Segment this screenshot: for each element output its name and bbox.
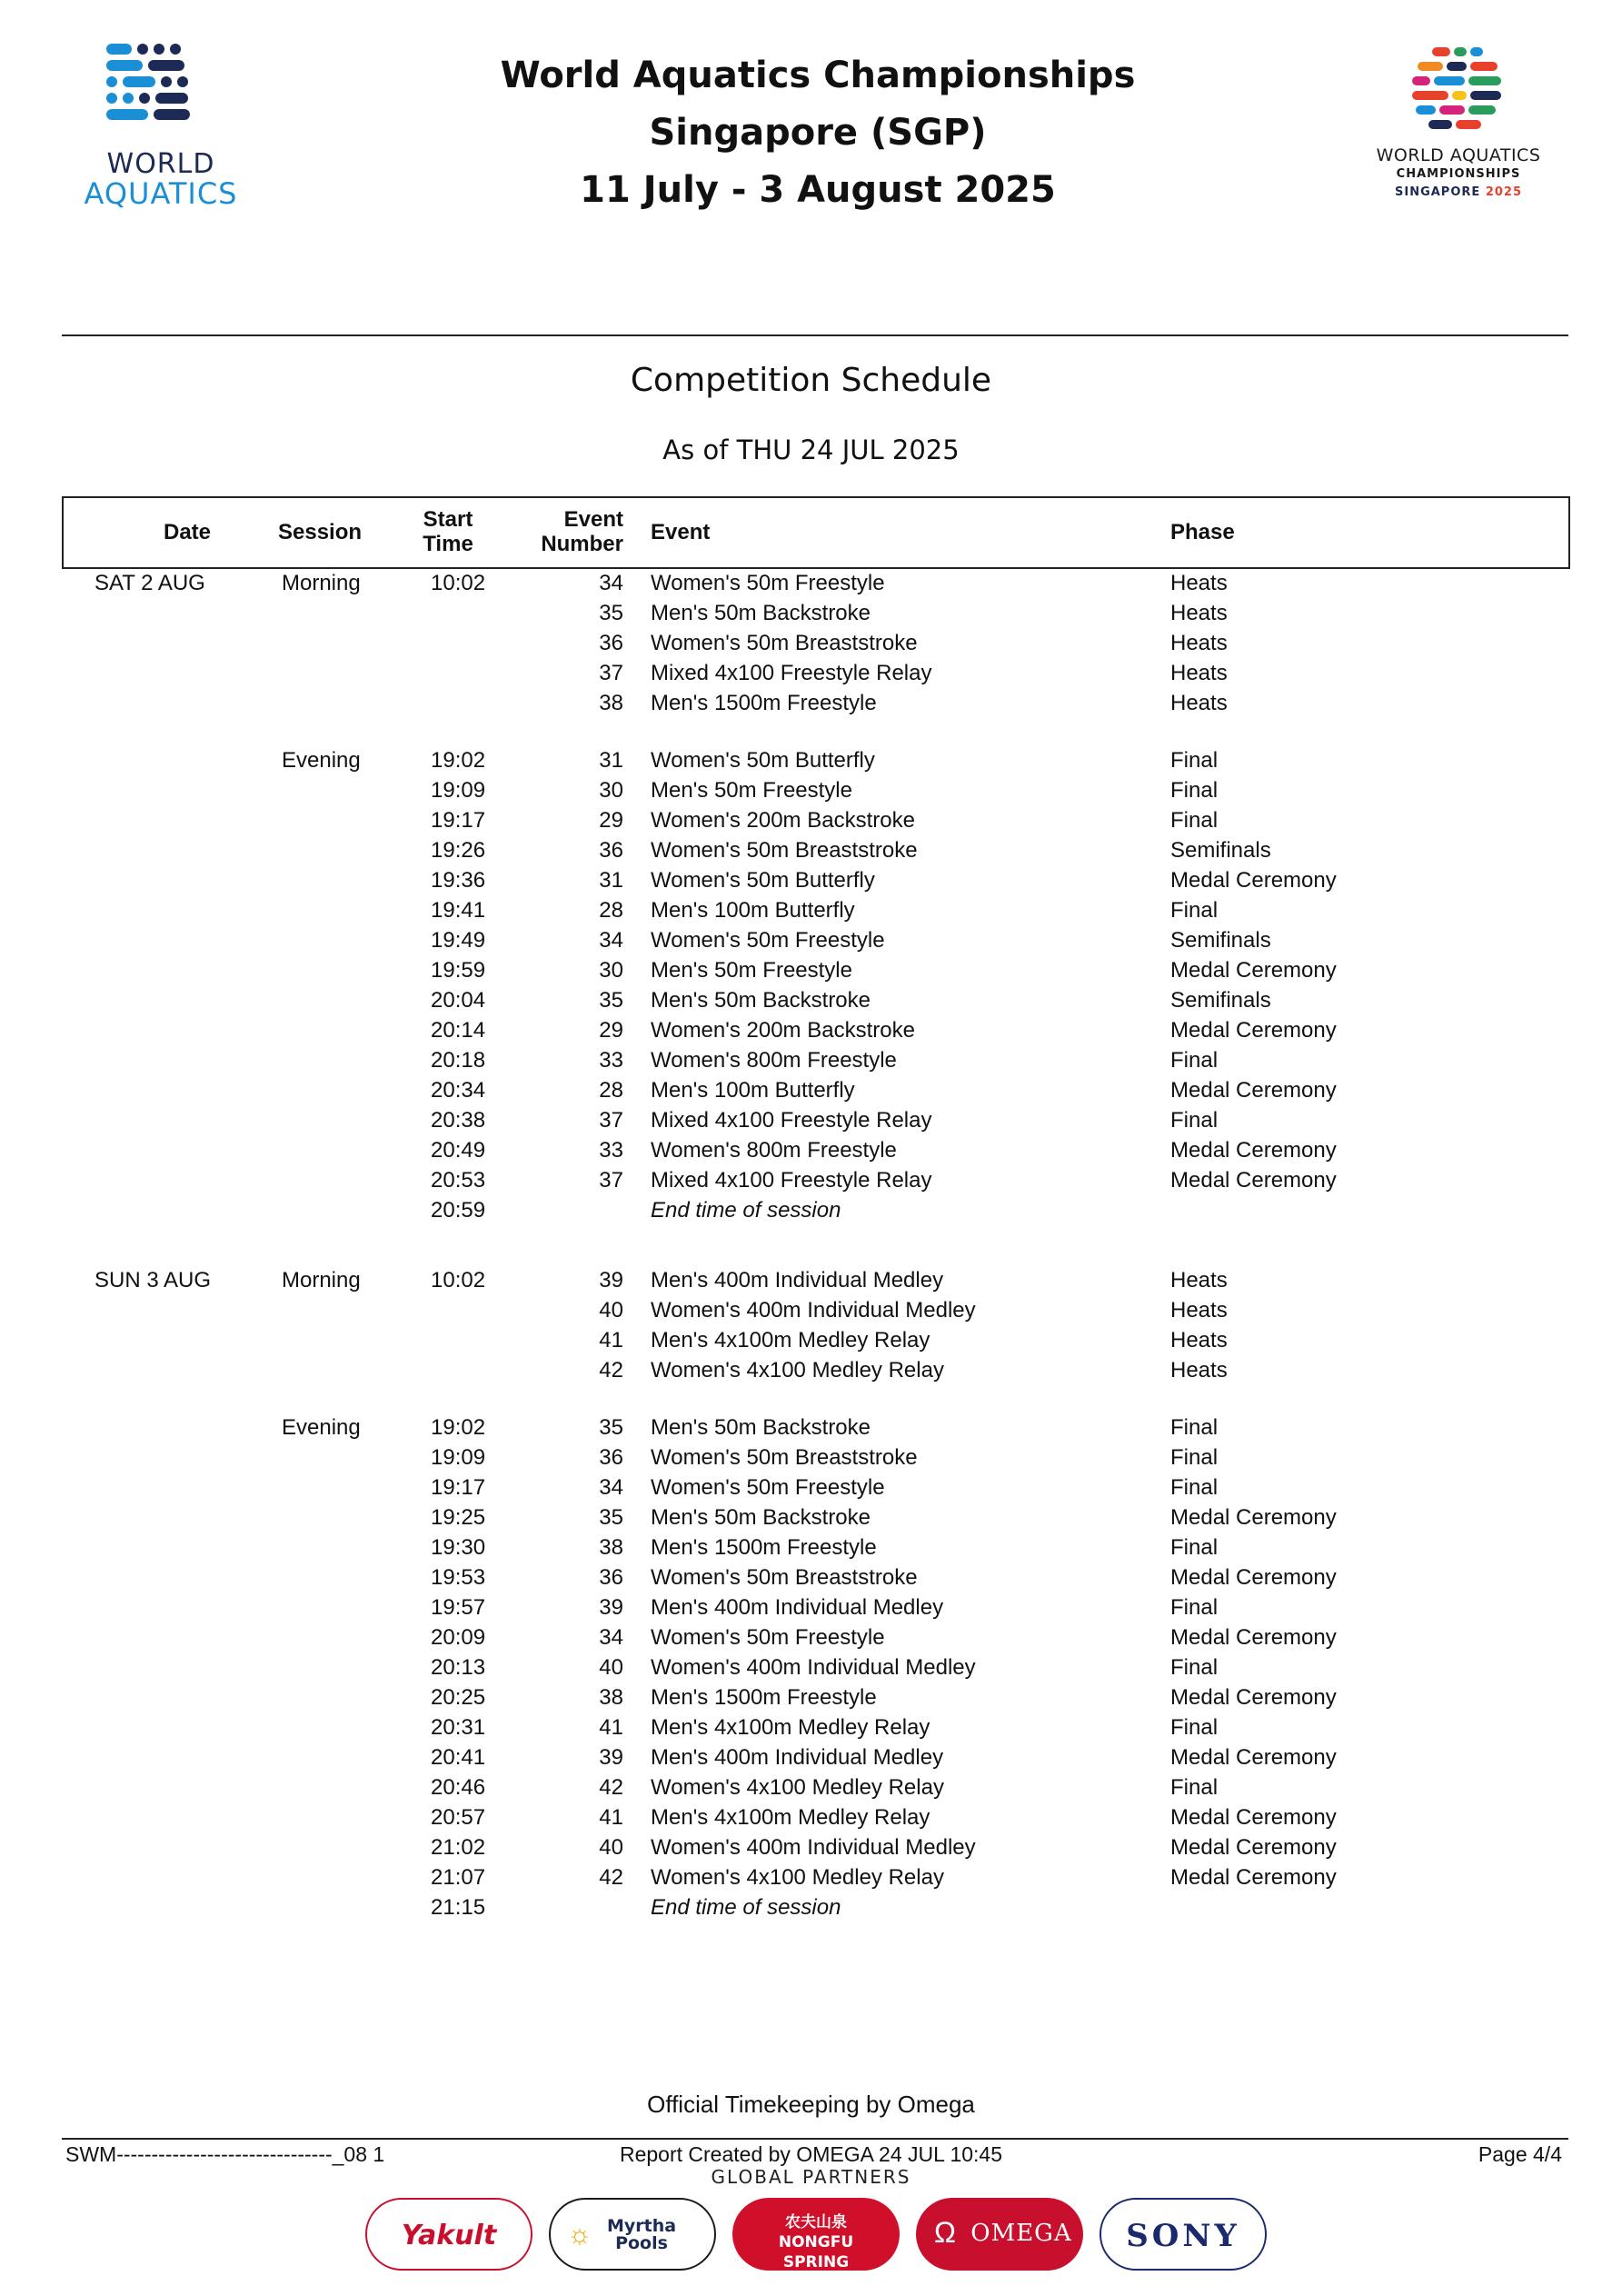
row-event: Men's 50m Backstroke (651, 601, 871, 625)
partner-logo-myrtha (549, 2198, 716, 2271)
row-phase: Heats (1170, 661, 1228, 685)
row-start-time: 19:17 (431, 1475, 486, 1500)
row-event: Women's 50m Breaststroke (651, 1445, 918, 1470)
row-event-number: 34 (599, 571, 623, 595)
row-phase: Heats (1170, 601, 1228, 625)
row-start-time: 19:02 (431, 1415, 486, 1440)
row-start-time: 20:59 (431, 1198, 486, 1223)
row-phase: Final (1170, 1655, 1219, 1680)
row-start-time: 20:09 (431, 1625, 486, 1650)
row-event: Men's 1500m Freestyle (651, 1535, 877, 1560)
row-start-time: 20:53 (431, 1168, 486, 1193)
row-event: Women's 400m Individual Medley (651, 1298, 976, 1323)
row-event-number: 33 (599, 1048, 623, 1073)
row-phase: Medal Ceremony (1170, 1685, 1337, 1710)
col-header-start-time-line1: Start (423, 507, 473, 532)
row-start-time: 20:25 (431, 1685, 486, 1710)
row-event: Men's 1500m Freestyle (651, 1685, 877, 1710)
row-event-number: 42 (599, 1358, 623, 1383)
row-start-time: 19:09 (431, 1445, 486, 1470)
row-event-number: 40 (599, 1835, 623, 1860)
row-event: Men's 400m Individual Medley (651, 1595, 944, 1620)
row-phase: Heats (1170, 1358, 1228, 1383)
row-event: End time of session (651, 1198, 841, 1223)
row-phase: Heats (1170, 1328, 1228, 1353)
row-phase: Medal Ceremony (1170, 868, 1337, 893)
row-phase: Final (1170, 1108, 1219, 1133)
row-event: Men's 4x100m Medley Relay (651, 1805, 930, 1830)
row-phase: Medal Ceremony (1170, 1168, 1337, 1193)
row-event-number: 41 (599, 1328, 623, 1353)
row-event-number: 40 (599, 1655, 623, 1680)
row-phase: Heats (1170, 1298, 1228, 1323)
row-phase: Final (1170, 1445, 1219, 1470)
row-phase: Final (1170, 1415, 1219, 1440)
col-header-event-number-line1: Event (563, 507, 623, 532)
row-event: Women's 800m Freestyle (651, 1048, 897, 1073)
row-phase: Medal Ceremony (1170, 958, 1337, 983)
row-event: Men's 50m Backstroke (651, 1505, 871, 1530)
row-event-number: 35 (599, 601, 623, 625)
row-phase: Final (1170, 748, 1219, 773)
row-phase: Final (1170, 1048, 1219, 1073)
row-start-time: 20:34 (431, 1078, 486, 1103)
row-phase: Heats (1170, 1268, 1228, 1293)
row-start-time: 21:07 (431, 1865, 486, 1890)
partners-heading: GLOBAL PARTNERS (711, 2166, 911, 2188)
row-phase: Heats (1170, 571, 1228, 595)
row-event-number: 38 (599, 1535, 623, 1560)
row-phase: Medal Ceremony (1170, 1565, 1337, 1590)
row-event: Men's 4x100m Medley Relay (651, 1715, 930, 1740)
row-phase: Final (1170, 778, 1219, 803)
row-event: Men's 1500m Freestyle (651, 691, 877, 715)
row-event-number: 34 (599, 928, 623, 953)
row-event-number: 39 (599, 1268, 623, 1293)
row-session: Morning (282, 1268, 361, 1293)
row-event-number: 36 (599, 1445, 623, 1470)
sun-icon: ☼ (567, 2220, 592, 2250)
row-event-number: 39 (599, 1745, 623, 1770)
partner-omega-label: OMEGA (970, 2220, 1072, 2247)
title-line-1: World Aquatics Championships (500, 55, 1136, 96)
row-event: Women's 200m Backstroke (651, 1018, 915, 1043)
row-event: Women's 400m Individual Medley (651, 1835, 976, 1860)
row-start-time: 20:14 (431, 1018, 486, 1043)
row-start-time: 19:26 (431, 838, 486, 863)
row-event: Mixed 4x100 Freestyle Relay (651, 661, 932, 685)
row-phase: Medal Ceremony (1170, 1138, 1337, 1163)
row-phase: Final (1170, 808, 1219, 833)
row-event: Women's 4x100 Medley Relay (651, 1865, 944, 1890)
timekeeping-credit: Official Timekeeping by Omega (647, 2091, 975, 2118)
row-event: Women's 50m Freestyle (651, 1475, 885, 1500)
row-event: Men's 50m Backstroke (651, 988, 871, 1013)
title-line-3: 11 July - 3 August 2025 (580, 169, 1056, 211)
row-event-number: 28 (599, 898, 623, 923)
row-phase: Medal Ceremony (1170, 1078, 1337, 1103)
as-of-date: As of THU 24 JUL 2025 (662, 434, 960, 465)
row-event-number: 35 (599, 988, 623, 1013)
row-event-number: 40 (599, 1298, 623, 1323)
row-event-number: 39 (599, 1595, 623, 1620)
partner-logo-omega (916, 2198, 1083, 2271)
row-phase: Final (1170, 898, 1219, 923)
row-phase: Semifinals (1170, 838, 1271, 863)
row-phase: Semifinals (1170, 988, 1271, 1013)
row-start-time: 19:30 (431, 1535, 486, 1560)
row-start-time: 19:53 (431, 1565, 486, 1590)
row-start-time: 21:15 (431, 1895, 486, 1920)
row-event: Men's 100m Butterfly (651, 898, 855, 923)
row-event-number: 33 (599, 1138, 623, 1163)
row-phase: Final (1170, 1475, 1219, 1500)
page-number: Page 4/4 (1478, 2142, 1562, 2166)
document-code: SWM-------------------------------_08 1 (65, 2142, 385, 2166)
row-phase: Final (1170, 1595, 1219, 1620)
row-event: Men's 400m Individual Medley (651, 1268, 944, 1293)
row-event: Women's 4x100 Medley Relay (651, 1358, 944, 1383)
row-phase: Semifinals (1170, 928, 1271, 953)
report-title: Competition Schedule (630, 362, 992, 399)
row-event-number: 37 (599, 1108, 623, 1133)
row-event-number: 30 (599, 958, 623, 983)
omega-icon: Ω (934, 2216, 956, 2249)
row-start-time: 20:31 (431, 1715, 486, 1740)
row-event: Women's 4x100 Medley Relay (651, 1775, 944, 1800)
footer-divider (62, 2138, 1568, 2140)
row-start-time: 10:02 (431, 571, 486, 595)
row-start-time: 21:02 (431, 1835, 486, 1860)
col-header-date: Date (164, 520, 212, 544)
row-event: Women's 50m Freestyle (651, 928, 885, 953)
row-event: Women's 50m Butterfly (651, 748, 875, 773)
row-phase: Medal Ceremony (1170, 1625, 1337, 1650)
event-logo-line2: CHAMPIONSHIPS (1396, 167, 1521, 181)
row-session: Evening (282, 1415, 361, 1440)
row-event: Women's 50m Freestyle (651, 1625, 885, 1650)
row-event-number: 30 (599, 778, 623, 803)
row-start-time: 20:18 (431, 1048, 486, 1073)
row-start-time: 10:02 (431, 1268, 486, 1293)
row-start-time: 20:46 (431, 1775, 486, 1800)
row-phase: Medal Ceremony (1170, 1505, 1337, 1530)
report-created: Report Created by OMEGA 24 JUL 10:45 (619, 2142, 1003, 2166)
row-phase: Final (1170, 1775, 1219, 1800)
row-start-time: 19:59 (431, 958, 486, 983)
row-event-number: 28 (599, 1078, 623, 1103)
row-start-time: 20:41 (431, 1745, 486, 1770)
row-event-number: 42 (599, 1775, 623, 1800)
row-event-number: 31 (599, 868, 623, 893)
row-event-number: 29 (599, 808, 623, 833)
partner-sony-label: SONY (1126, 2218, 1240, 2254)
partner-logo-nongfu-spring (732, 2198, 900, 2271)
row-start-time: 19:41 (431, 898, 486, 923)
partner-nongfu-label: 农夫山泉 NONGFU SPRING (778, 2213, 854, 2271)
row-start-time: 20:57 (431, 1805, 486, 1830)
row-event: Mixed 4x100 Freestyle Relay (651, 1168, 932, 1193)
col-header-event: Event (651, 520, 711, 544)
row-event: Men's 50m Freestyle (651, 778, 852, 803)
partner-logo-yakult (365, 2198, 532, 2271)
row-event-number: 36 (599, 1565, 623, 1590)
row-start-time: 19:36 (431, 868, 486, 893)
row-event-number: 36 (599, 631, 623, 655)
row-event-number: 42 (599, 1865, 623, 1890)
row-event-number: 41 (599, 1805, 623, 1830)
row-phase: Medal Ceremony (1170, 1805, 1337, 1830)
partner-myrtha-label: Myrtha Pools (606, 2216, 677, 2253)
title-line-2: Singapore (SGP) (649, 112, 987, 154)
logo-word-world: WORLD (106, 148, 215, 180)
row-start-time: 19:57 (431, 1595, 486, 1620)
col-header-session: Session (278, 520, 363, 544)
row-event-number: 38 (599, 691, 623, 715)
row-session: Evening (282, 748, 361, 773)
row-event: Women's 50m Butterfly (651, 868, 875, 893)
row-event: Women's 50m Freestyle (651, 571, 885, 595)
row-event: Men's 50m Freestyle (651, 958, 852, 983)
row-phase: Medal Ceremony (1170, 1018, 1337, 1043)
col-header-event-number-line2: Number (541, 532, 623, 556)
row-event: Women's 50m Breaststroke (651, 838, 918, 863)
row-start-time: 20:13 (431, 1655, 486, 1680)
row-event: End time of session (651, 1895, 841, 1920)
row-event: Mixed 4x100 Freestyle Relay (651, 1108, 932, 1133)
row-event-number: 35 (599, 1415, 623, 1440)
row-event: Men's 100m Butterfly (651, 1078, 855, 1103)
row-event: Men's 50m Backstroke (651, 1415, 871, 1440)
logo-word-aquatics: AQUATICS (84, 175, 238, 211)
row-start-time: 20:38 (431, 1108, 486, 1133)
row-event-number: 29 (599, 1018, 623, 1043)
row-event-number: 35 (599, 1505, 623, 1530)
row-date: SUN 3 AUG (95, 1268, 212, 1293)
row-phase: Final (1170, 1715, 1219, 1740)
row-phase: Medal Ceremony (1170, 1835, 1337, 1860)
row-event-number: 37 (599, 1168, 623, 1193)
event-logo-city: SINGAPORE (1395, 185, 1481, 199)
row-event: Women's 50m Breaststroke (651, 1565, 918, 1590)
row-session: Morning (282, 571, 361, 595)
row-phase: Heats (1170, 631, 1228, 655)
row-start-time: 19:09 (431, 778, 486, 803)
event-logo-line1: WORLD AQUATICS (1376, 145, 1541, 165)
col-header-start-time-line2: Time (423, 532, 473, 556)
row-event-number: 37 (599, 661, 623, 685)
row-event: Women's 50m Breaststroke (651, 631, 918, 655)
row-start-time: 20:04 (431, 988, 486, 1013)
row-event-number: 34 (599, 1625, 623, 1650)
row-start-time: 19:25 (431, 1505, 486, 1530)
partner-logo-sony (1100, 2198, 1267, 2271)
row-phase: Medal Ceremony (1170, 1745, 1337, 1770)
partner-yakult-label: Yakult (401, 2220, 497, 2251)
row-event: Men's 400m Individual Medley (651, 1745, 944, 1770)
row-event: Men's 4x100m Medley Relay (651, 1328, 930, 1353)
row-event-number: 31 (599, 748, 623, 773)
row-event: Women's 200m Backstroke (651, 808, 915, 833)
row-start-time: 19:17 (431, 808, 486, 833)
event-logo-year: 2025 (1485, 185, 1522, 199)
row-start-time: 20:49 (431, 1138, 486, 1163)
row-event: Women's 400m Individual Medley (651, 1655, 976, 1680)
row-event-number: 41 (599, 1715, 623, 1740)
row-date: SAT 2 AUG (95, 571, 205, 595)
row-start-time: 19:02 (431, 748, 486, 773)
row-phase: Medal Ceremony (1170, 1865, 1337, 1890)
row-event-number: 36 (599, 838, 623, 863)
row-event-number: 38 (599, 1685, 623, 1710)
row-event-number: 34 (599, 1475, 623, 1500)
row-phase: Final (1170, 1535, 1219, 1560)
row-event: Women's 800m Freestyle (651, 1138, 897, 1163)
row-phase: Heats (1170, 691, 1228, 715)
row-start-time: 19:49 (431, 928, 486, 953)
col-header-phase: Phase (1170, 520, 1235, 544)
